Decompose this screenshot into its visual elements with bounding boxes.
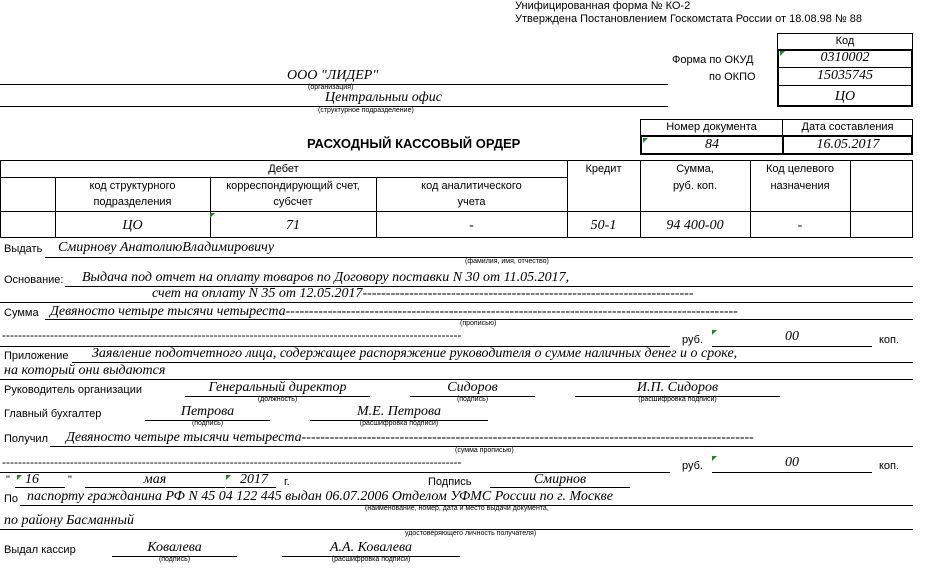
col-sum-1: Сумма, [676,163,714,175]
head-position[interactable]: Генеральный директор [208,380,347,395]
amount-label: Сумма [4,307,39,319]
col-sum-2: руб. коп. [672,180,718,192]
issue-label: Выдать [4,243,43,255]
head-signature-caption: (подпись) [456,396,489,403]
cashier-signature-caption: (подпись) [158,556,191,563]
cell-purpose[interactable]: - [797,218,803,233]
credit-header: Кредит [585,163,622,175]
okud-label: Форма по ОКУД [672,54,754,66]
accountant-signature-caption: (подпись) [191,420,224,427]
basis-line-1[interactable]: Выдача под отчет на оплату товаров по Договору поставки N 30 от 11.05.2017, [82,270,570,285]
received-words[interactable]: Девяносто четыре тысячи четыреста------------------------------------------------------------------------------------------------- [66,430,754,445]
col-account-2: субсчет [273,196,313,208]
doc-date-value[interactable]: 16.05.2017 [816,137,880,152]
attachment-label: Приложение [4,350,69,362]
marker-icon [226,475,231,480]
doc-number-value[interactable]: 84 [705,137,719,152]
cashier-signature[interactable]: Ковалева [147,540,202,555]
cashier-decoding[interactable]: А.А. Ковалева [330,540,412,555]
received-caption: (сумма прописью) [455,447,514,454]
date-year-suffix: г. [284,476,290,488]
cell-credit[interactable]: 50-1 [590,218,617,233]
cashier-decoding-caption: (расшифровка подписи) [331,556,411,563]
okpo-value[interactable]: 15035745 [817,68,873,83]
cashier-label: Выдал кассир [4,544,76,556]
recipient-sign-label: Подпись [428,476,472,488]
form-name: Унифицированная форма № КО-2 [515,0,691,12]
doc-date-label: Дата составления [801,121,894,133]
passport-line-2[interactable]: по району Басманный [4,513,134,528]
basis-label: Основание: [4,274,64,286]
amount-rub-label: руб. [682,334,703,346]
debit-header: Дебет [268,163,299,175]
recipient-signature[interactable]: Смирнов [533,472,587,487]
date-quote-close: " [68,474,72,486]
basis-line-2[interactable]: счет на оплату N 35 от 12.05.2017----------------------------------------------------------------------- [152,286,694,301]
okud-value[interactable]: 0310002 [820,50,870,65]
passport-label: По [4,493,19,505]
head-position-caption: (должность) [257,396,298,403]
date-month[interactable]: мая [143,472,167,487]
cell-analytic[interactable]: - [469,218,474,233]
cell-struct[interactable]: ЦО [122,218,143,233]
division-caption: (структурное подразделение) [318,107,414,114]
division-code-value[interactable]: ЦО [834,89,856,104]
amount-caption: (прописью) [460,320,497,327]
date-quote-open: " [6,474,10,486]
col-analytic-1: код аналитического [421,180,522,192]
accountant-decoding[interactable]: М.Е. Петрова [357,404,441,419]
form-approval: Утверждена Постановлением Госкомстата России от 18.08.98 № 88 [515,13,863,25]
passport-line-1[interactable]: паспорту гражданина РФ N 45 04 122 445 выдан 06.07.2006 Отделом УФМС России по г. Москве [27,489,613,504]
recipient-caption: (фамилия, имя, отчество) [465,258,549,265]
date-year[interactable]: 2017 [240,472,268,487]
col-struct-1: код структурного [89,180,176,192]
head-decoding-caption: (расшифровка подписи) [638,396,717,403]
division-name[interactable]: Центральныи офис [325,90,442,105]
passport-caption-1: (наименование, номер, дата и место выдачи документа, [365,505,549,512]
head-signature[interactable]: Сидоров [447,380,498,395]
amount-kop-label: коп. [879,334,900,346]
amount-kop-value[interactable]: 00 [785,329,799,344]
col-purpose-2: назначения [770,180,830,192]
accountant-label: Главный бухгалтер [4,408,102,420]
received-rub-label: руб. [682,460,703,472]
organization-name[interactable]: ООО "ЛИДЕР" [287,68,379,83]
organization-caption: (организация) [308,84,354,91]
amount-dashes: ------------------------------------------------------------------------------------------------------------------- [2,328,462,342]
head-label: Руководитель организации [4,384,143,396]
col-analytic-2: учета [457,196,486,208]
head-decoding[interactable]: И.П. Сидоров [636,380,719,395]
marker-icon [17,475,22,480]
col-purpose-1: Код целевого [766,163,834,175]
accountant-decoding-caption: (расшифровка подписи) [359,420,439,427]
attachment-line-1[interactable]: Заявление подотчетного лица, содержащее распоряжение руководителя о сумме наличных денег и о сроке, [92,346,738,361]
received-label: Получил [4,433,48,445]
date-day[interactable]: 16 [25,472,39,487]
received-kop-label: коп. [879,460,900,472]
recipient-name[interactable]: Смирнову АнатолиюВладимировичу [58,240,275,255]
passport-caption-2: удостоверяющего личность получателя) [405,530,537,537]
code-title: Код [835,35,855,47]
col-account-1: корреспондирующий счет, [226,180,360,192]
document-title: РАСХОДНЫЙ КАССОВЫЙ ОРДЕР [307,136,521,151]
attachment-line-2[interactable]: на который они выдаются [4,363,166,378]
doc-number-label: Номер документа [666,121,757,133]
cell-sum[interactable]: 94 400-00 [666,218,724,233]
col-struct-2: подразделения [93,196,172,208]
accountant-signature[interactable]: Петрова [180,404,235,419]
code-header-cell [777,33,913,50]
cell-account[interactable]: 71 [286,218,300,233]
okpo-label: по ОКПО [709,71,756,83]
received-kop-value[interactable]: 00 [785,455,799,470]
amount-words[interactable]: Девяносто четыре тысячи четыреста------------------------------------------------------------------------------------------------- [50,304,738,319]
received-dashes: ------------------------------------------------------------------------------------------------------------------- [2,455,462,469]
